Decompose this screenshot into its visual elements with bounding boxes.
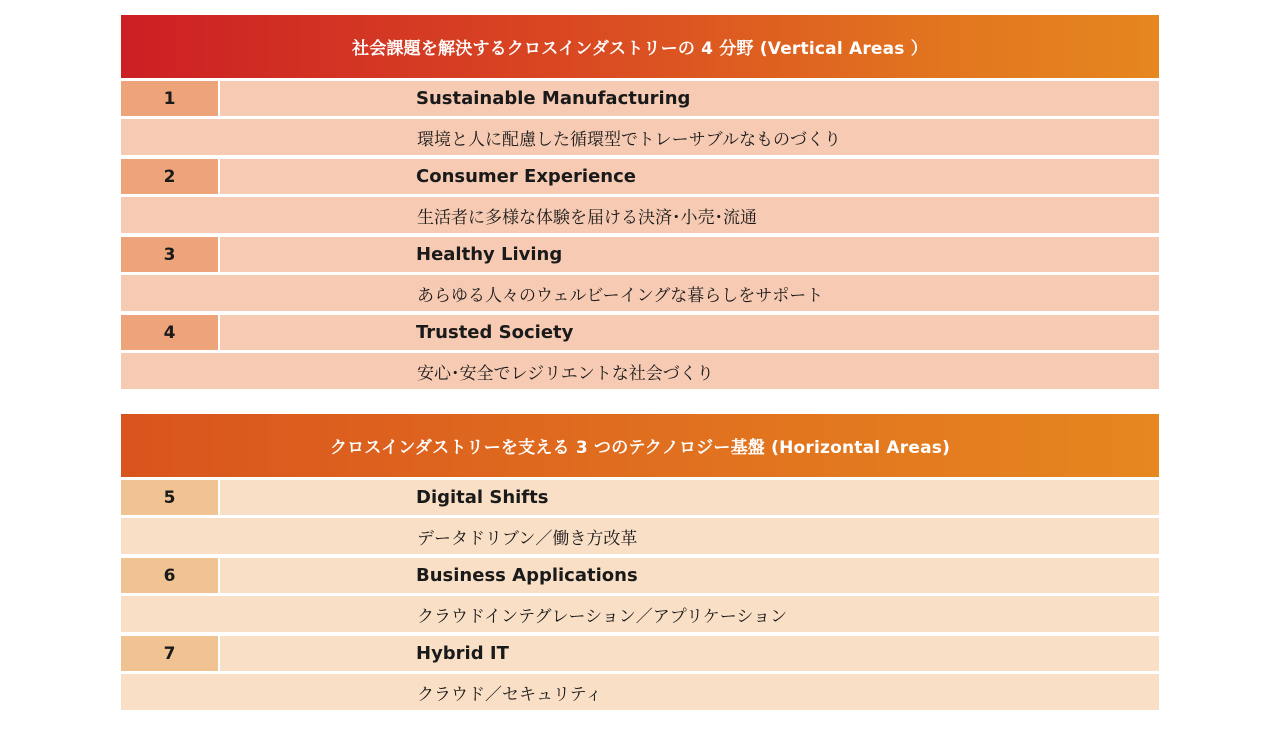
area-number: 5	[121, 480, 218, 515]
area-description: 環境と人に配慮した循環型でトレーサブルなものづくり	[121, 119, 1159, 155]
area-number: 2	[121, 159, 218, 194]
area-title: Business Applications	[220, 558, 1159, 593]
area-description: 安心･安全でレジリエントな社会づくり	[121, 353, 1159, 389]
area-row-2	[121, 159, 1159, 194]
vertical-areas-section	[121, 15, 1159, 389]
area-title: Sustainable Manufacturing	[220, 81, 1159, 116]
area-number: 7	[121, 636, 218, 671]
area-title: Healthy Living	[220, 237, 1159, 272]
area-description: クラウド／セキュリティ	[121, 674, 1159, 710]
vertical-areas-header: 社会課題を解決するクロスインダストリーの 4 分野 (Vertical Areas ）	[121, 15, 1159, 78]
horizontal-areas-header: クロスインダストリーを支える 3 つのテクノロジー基盤 (Horizontal Areas)	[121, 414, 1159, 477]
area-number: 3	[121, 237, 218, 272]
area-row-1	[121, 81, 1159, 116]
area-title: Trusted Society	[220, 315, 1159, 350]
area-row-4	[121, 315, 1159, 350]
area-row-7	[121, 636, 1159, 671]
area-number: 6	[121, 558, 218, 593]
area-number: 4	[121, 315, 218, 350]
area-description: クラウドインテグレーション／アプリケーション	[121, 596, 1159, 632]
area-number: 1	[121, 81, 218, 116]
area-description: データドリブン／働き方改革	[121, 518, 1159, 554]
area-row-5	[121, 480, 1159, 515]
area-title: Consumer Experience	[220, 159, 1159, 194]
area-row-3	[121, 237, 1159, 272]
area-title: Digital Shifts	[220, 480, 1159, 515]
area-title: Hybrid IT	[220, 636, 1159, 671]
area-row-6	[121, 558, 1159, 593]
horizontal-areas-section	[121, 414, 1159, 710]
area-description: あらゆる人々のウェルビーイングな暮らしをサポート	[121, 275, 1159, 311]
area-description: 生活者に多様な体験を届ける決済･小売･流通	[121, 197, 1159, 233]
